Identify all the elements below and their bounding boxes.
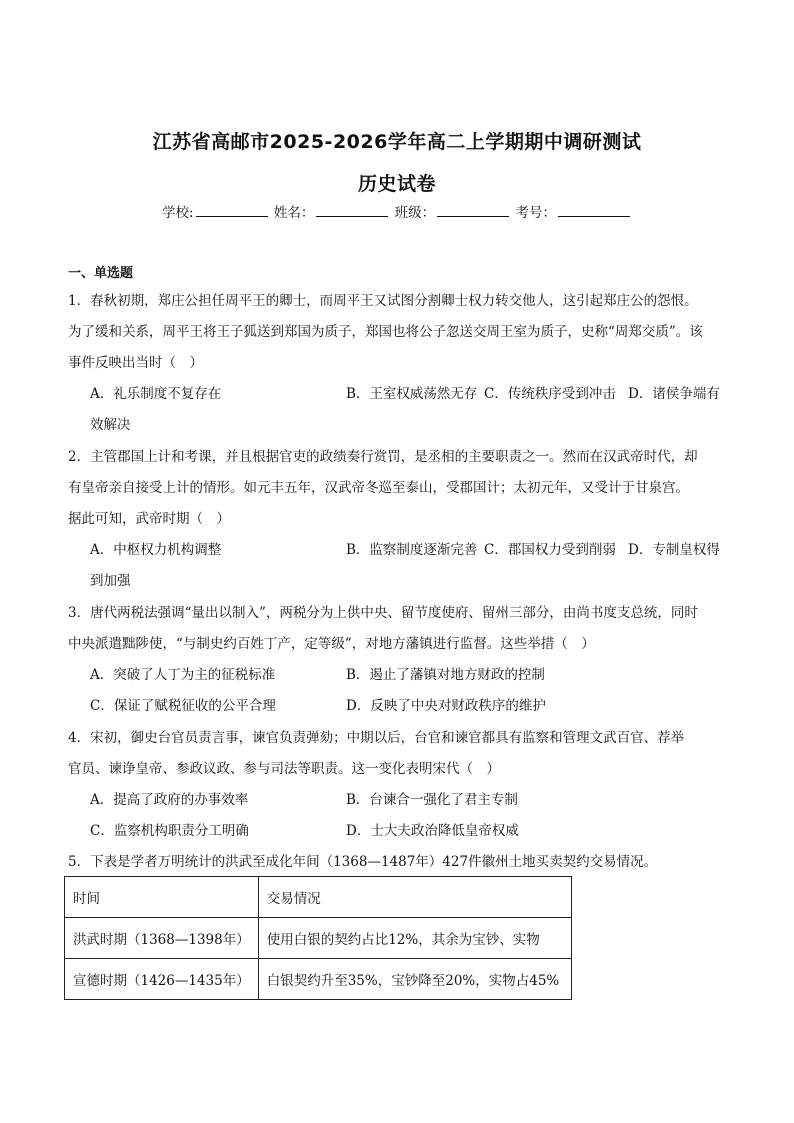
q1-line: 1．春秋初期，郑庄公担任周平王的卿士，而周平王又试图分割卿士权力转交他人，这引起郑庄公的怨恨。 xyxy=(68,293,698,309)
class-label: 班级： xyxy=(394,205,436,221)
name-blank[interactable] xyxy=(316,202,388,217)
q1-option-d[interactable]: D．诸侯争端有 xyxy=(628,386,720,402)
table-cell: 使用白银的契约占比12%，其余为宝钞、实物 xyxy=(258,918,571,959)
section-title: 一、单选题 xyxy=(68,266,134,281)
q4-option-a[interactable]: A．提高了政府的办事效率 xyxy=(90,792,249,808)
q2-line: 据此可知，武帝时期（ ） xyxy=(68,511,230,527)
name-label: 姓名： xyxy=(273,205,315,221)
exam-number-blank[interactable] xyxy=(558,202,630,217)
q2-option-d[interactable]: D．专制皇权得 xyxy=(628,542,720,558)
q2-option-d-wrap: 到加强 xyxy=(90,573,131,589)
table-header-cell: 时间 xyxy=(65,877,259,918)
q2-line: 有皇帝亲自接受上计的情形。如元丰五年，汉武帝冬巡至泰山，受郡国计；太初元年，又受计于甘泉宫。 xyxy=(68,480,689,496)
q1-option-a[interactable]: A．礼乐制度不复存在 xyxy=(90,386,222,402)
q2-option-b[interactable]: B．监察制度逐渐完善 xyxy=(346,542,478,558)
table-row xyxy=(65,918,572,959)
student-info-row xyxy=(0,201,794,221)
contract-table xyxy=(64,876,572,1000)
q4-line: 官员、谏诤皇帝、参政议政、参与司法等职责。这一变化表明宋代（ ） xyxy=(68,761,500,777)
q1-line: 为了缓和关系，周平王将王子狐送到郑国为质子，郑国也将公子忽送交周王室为质子，史称“周郑交质”。该 xyxy=(68,324,703,340)
q1-option-c[interactable]: C．传统秩序受到冲击 xyxy=(484,386,616,402)
table-cell: 洪武时期（1368—1398年） xyxy=(65,918,259,959)
table-header-cell: 交易情况 xyxy=(258,877,571,918)
q3-option-a[interactable]: A．突破了人丁为主的征税标准 xyxy=(90,667,276,683)
table-row xyxy=(65,959,572,1000)
q3-line: 3．唐代两税法强调“量出以制入”，两税分为上供中央、留节度使府、留州三部分，由尚书度支总统，同时 xyxy=(68,605,698,621)
q4-line: 4．宋初，御史台官员责言事，谏官负责弹劾；中期以后，台官和谏官都具有监察和管理文武百官、荐举 xyxy=(68,730,685,746)
q3-option-b[interactable]: B．遏止了藩镇对地方财政的控制 xyxy=(346,667,545,683)
q3-line: 中央派遣黜陟使，“与制史约百姓丁产，定等级”，对地方藩镇进行监督。这些举措（ ） xyxy=(68,636,595,652)
class-blank[interactable] xyxy=(437,202,509,217)
q2-option-a[interactable]: A．中枢权力机构调整 xyxy=(90,542,222,558)
q1-option-d-wrap: 效解决 xyxy=(90,417,131,433)
school-label: 学校: xyxy=(162,205,194,221)
exam-number-label: 考号： xyxy=(515,205,556,221)
table-cell: 宣德时期（1426—1435年） xyxy=(65,959,259,1000)
q2-option-c[interactable]: C．郡国权力受到削弱 xyxy=(484,542,616,558)
q2-line: 2．主管郡国上计和考课，并且根据官吏的政绩奏行赏罚，是丞相的主要职责之一。然而在汉武帝时代，却 xyxy=(68,449,698,465)
q4-option-b[interactable]: B．台谏合一强化了君主专制 xyxy=(346,792,518,808)
table-header-row xyxy=(65,877,572,918)
school-blank[interactable] xyxy=(196,202,268,217)
q3-option-d[interactable]: D．反映了中央对财政秩序的维护 xyxy=(346,698,546,714)
q4-option-d[interactable]: D．士大夫政治降低皇帝权威 xyxy=(346,823,519,839)
q5-line: 5．下表是学者万明统计的洪武至成化年间（1368—1487年）427件徽州土地买卖契约交易情况。 xyxy=(68,854,658,870)
q4-option-c[interactable]: C．监察机构职责分工明确 xyxy=(90,823,249,839)
q3-option-c[interactable]: C．保证了赋税征收的公平合理 xyxy=(90,698,276,714)
q1-option-b[interactable]: B．王室权威荡然无存 xyxy=(346,386,478,402)
q1-line: 事件反映出当时（ ） xyxy=(68,355,203,371)
table-cell: 白银契约升至35%，宝钞降至20%，实物占45% xyxy=(258,959,571,1000)
exam-subtitle: 历史试卷 xyxy=(357,173,436,195)
exam-title: 江苏省高邮市2025-2026学年高二上学期期中调研测试 xyxy=(152,131,642,153)
